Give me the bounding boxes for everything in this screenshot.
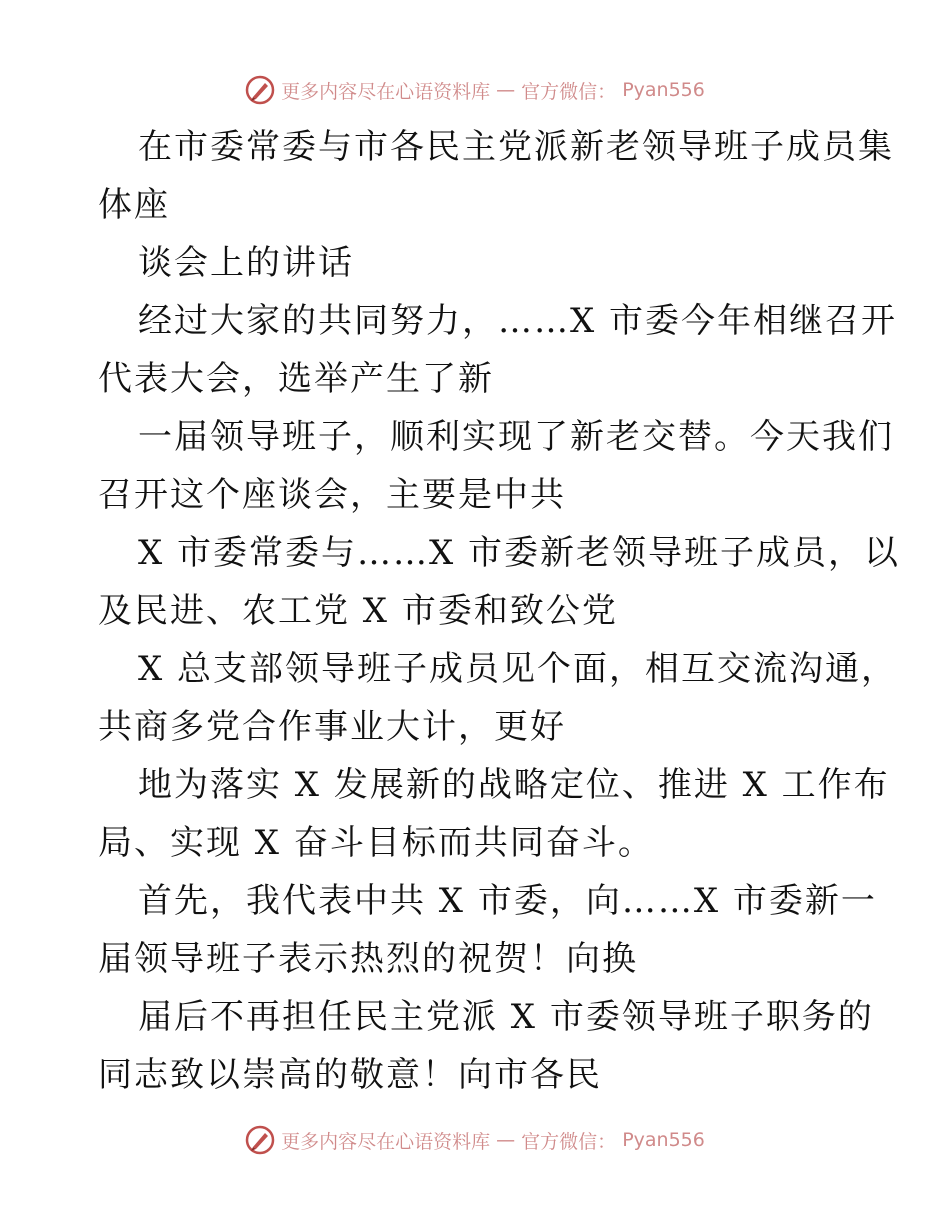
paragraph-line: 经过大家的共同努力，……X 市委今年相继召开 xyxy=(138,301,898,341)
paragraph-line: 一届领导班子，顺利实现了新老交替。今天我们 xyxy=(138,417,894,457)
watermark-account-label: 官方微信： xyxy=(521,80,617,103)
paragraph-line: X 市委常委与……X 市委新老领导班子成员，以 xyxy=(138,533,901,573)
pen-logo-icon xyxy=(245,1125,275,1155)
document-body xyxy=(98,118,901,1104)
paragraph-line: X 总支部领导班子成员见个面，相互交流沟通， xyxy=(138,649,898,689)
watermark-account: Pyan556 xyxy=(622,79,705,101)
paragraph-line: 首先，我代表中共 X 市委，向……X 市委新一 xyxy=(138,881,877,921)
paragraph-line: 届后不再担任民主党派 X 市委领导班子职务的 xyxy=(138,997,874,1037)
title-line-1: 在市委常委与市各民主党派新老领导班子成员集 xyxy=(138,127,894,167)
pen-logo-icon xyxy=(245,75,275,105)
paragraph-line: 届领导班子表示热烈的祝贺！向换 xyxy=(98,939,638,979)
title-line-2: 体座 xyxy=(98,185,170,225)
watermark-account-label: 官方微信： xyxy=(521,1130,617,1153)
paragraph-line: 代表大会，选举产生了新 xyxy=(98,359,494,399)
watermark-account: Pyan556 xyxy=(622,1129,705,1151)
watermark-separator: — xyxy=(496,79,516,101)
paragraph-line: 共商多党合作事业大计，更好 xyxy=(98,707,566,747)
paragraph-line: 地为落实 X 发展新的战略定位、推进 X 工作布 xyxy=(138,765,890,805)
watermark-separator: — xyxy=(496,1129,516,1151)
watermark-text: 更多内容尽在心语资料库 xyxy=(281,80,491,103)
paragraph-line: 同志致以崇高的敬意！向市各民 xyxy=(98,1055,602,1095)
watermark-text: 更多内容尽在心语资料库 xyxy=(281,1130,491,1153)
watermark-header xyxy=(0,70,950,110)
paragraph-line: 召开这个座谈会，主要是中共 xyxy=(98,475,566,515)
paragraph-line: 及民进、农工党 X 市委和致公党 xyxy=(98,591,618,631)
title-line-3: 谈会上的讲话 xyxy=(138,243,354,283)
watermark-footer xyxy=(0,1120,950,1160)
paragraph-line: 局、实现 X 奋斗目标而共同奋斗。 xyxy=(98,823,654,863)
